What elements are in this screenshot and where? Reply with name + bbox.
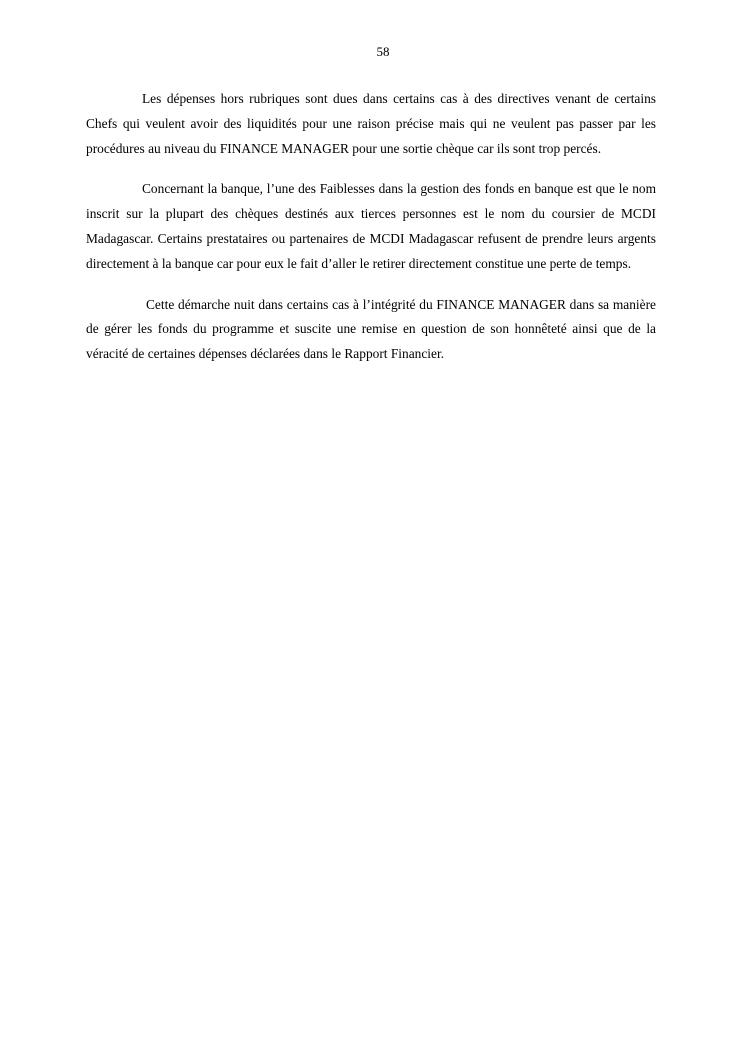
body-text bbox=[86, 87, 656, 383]
page-number: 58 bbox=[376, 44, 390, 59]
paragraph-expenses: Les dépenses hors rubriques sont dues dans certains cas à des directives venant de certains Chefs qui veulent avoir des liquidités pour une raison précise mais qui ne veulent pas passer par les procédures au niveau du FINANCE MANAGER pour une sortie chèque car ils sont trop percés. bbox=[86, 91, 656, 156]
paragraph-integrity: Cette démarche nuit dans certains cas à l’intégrité du FINANCE MANAGER dans sa manière de gérer les fonds du programme et suscite une remise en question de son honnêteté ainsi que de la véracité de certaines dépenses déclarées dans le Rapport Financier. bbox=[86, 296, 656, 362]
paragraph-bank: Concernant la banque, l’une des Faiblesses dans la gestion des fonds en banque est que le nom inscrit sur la plupart des chèques destinés aux tierces personnes est le nom du coursier de MCDI Madagascar. Certains prestataires ou partenaires de MCDI Madagascar refusent de prendre leurs argents directement à la banque car pour eux le fait d’aller le retirer directement constitue une perte de temps. bbox=[86, 181, 656, 271]
